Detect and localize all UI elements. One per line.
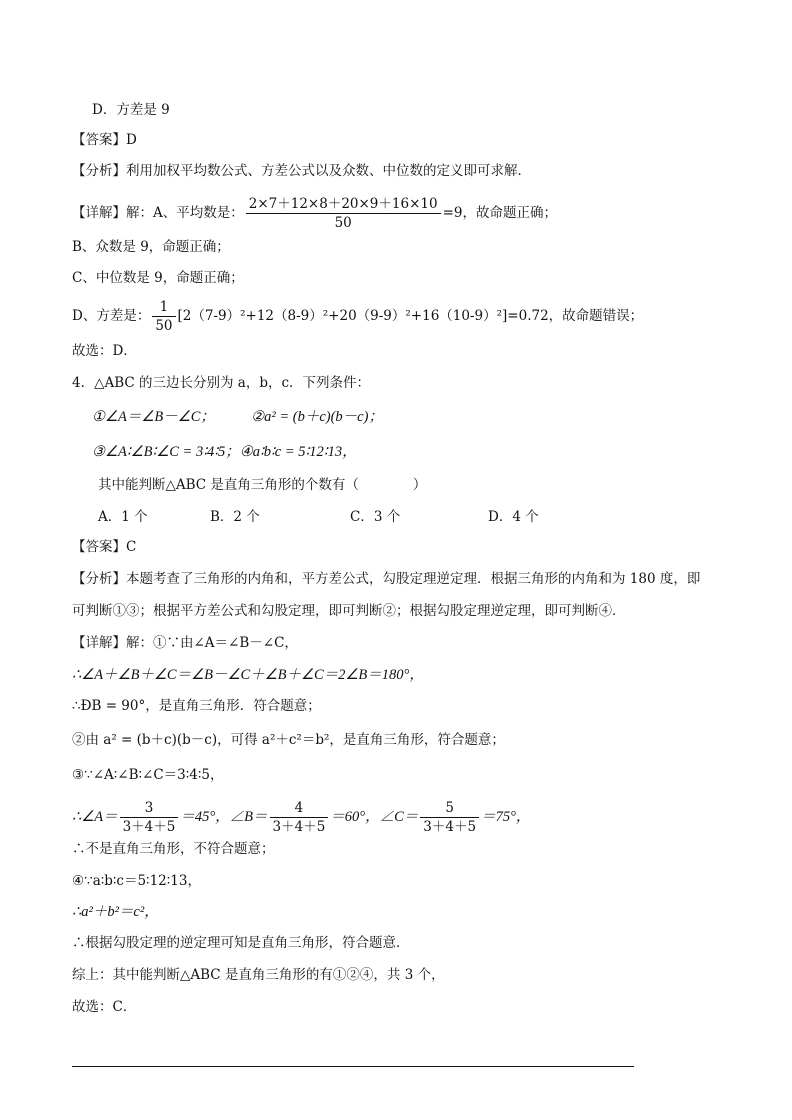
detail-mean-line: 【详解】解：A、平均数是： $\frac{2\times 7+12\times 8+20\times 9+16\times 10}{50}$ =9，故命题正确； (72, 196, 557, 231)
detail-step-1: 【详解】解：①∵由∠A＝∠B－∠C， (72, 635, 298, 651)
detail-step-9: ∴根据勾股定理的逆定理可知是直角三角形，符合题意． (72, 935, 410, 951)
angle-b-fraction: $\frac{4}{3+4+5}$ (270, 800, 329, 835)
option-c: C．3 个 (350, 509, 401, 525)
choose-d-line: 故选：D． (72, 343, 137, 359)
answer-line: 【答案】D (72, 132, 137, 148)
detail-median-line: C、中位数是 9，命题正确； (72, 270, 244, 286)
option-b: B．2 个 (210, 509, 260, 525)
variance-fraction: $\frac{1}{50}$ (152, 299, 175, 334)
detail-step-7: ④∵a∶b∶c＝5∶12∶13， (72, 873, 201, 889)
angle-calculation-line: ∴∠A＝ $\frac{3}{3+4+5}$ ＝45°，∠B＝ $\frac{4}{3+4+5}$ ＝60°，∠C＝ $\frac{5}{3+4+5}$ ＝75°， (72, 800, 531, 835)
detail-step-2: ∴∠A＋∠B＋∠C＝∠B－∠C＋∠B＋∠C＝2∠B＝180°， (72, 667, 424, 683)
summary-line: 综上：其中能判断△ABC 是直角三角形的有①②④，共 3 个， (72, 967, 445, 983)
mean-fraction: $\frac{2\times 7+12\times 8+20\times 9+16\times 10}{50}$ (246, 196, 441, 231)
question-4-stem: 4．△ABC 的三边长分别为 a，b，c．下列条件： (72, 375, 371, 391)
angle-a-fraction: $\frac{3}{3+4+5}$ (120, 800, 179, 835)
detail-step-8: ∴a²＋b²＝c²， (72, 904, 159, 920)
question-4-prompt: 其中能判断△ABC 是直角三角形的个数有（ ） (98, 477, 427, 493)
condition-1-2: ①∠A＝∠B－∠C； ②a² = (b＋c)(b－c)； (92, 409, 383, 425)
option-d: D．4 个 (488, 509, 539, 525)
analysis-line-4a: 【分析】本题考查了三角形的内角和，平方差公式，勾股定理逆定理．根据三角形的内角和为 180 度，即 (72, 571, 701, 587)
condition-3-4: ③∠A∶∠B∶∠C = 3∶4∶5；④a∶b∶c = 5∶12∶13， (92, 444, 357, 460)
angle-c-fraction: $\frac{5}{3+4+5}$ (420, 800, 479, 835)
answer-line-4: 【答案】C (72, 539, 137, 555)
detail-variance-line: D、方差是： $\frac{1}{50}$ [2（7-9）²+12（8-9）²+20（9-9）²+16（10-9）²]=0.72，故命题错误； (72, 299, 644, 334)
option-d-text: D．方差是 9 (92, 102, 170, 118)
detail-step-3: ∴ÐB = 90°，是直角三角形．符合题意； (72, 698, 321, 714)
analysis-line: 【分析】利用加权平均数公式、方差公式以及众数、中位数的定义即可求解． (72, 163, 531, 179)
option-a: A．1 个 (98, 509, 148, 525)
detail-step-6: ∴不是直角三角形，不符合题意； (72, 841, 275, 857)
detail-step-4: ②由 a² = (b＋c)(b－c)，可得 a²＋c²＝b²，是直角三角形，符合题意； (72, 732, 505, 748)
detail-mode-line: B、众数是 9，命题正确； (72, 239, 230, 255)
choose-c-line: 故选：C． (72, 999, 137, 1015)
analysis-line-4b: 可判断①③；根据平方差公式和勾股定理，即可判断②；根据勾股定理逆定理，即可判断④． (72, 603, 626, 619)
footer-divider (72, 1066, 634, 1067)
detail-step-5: ③∵∠A∶∠B∶∠C＝3∶4∶5， (72, 767, 224, 783)
